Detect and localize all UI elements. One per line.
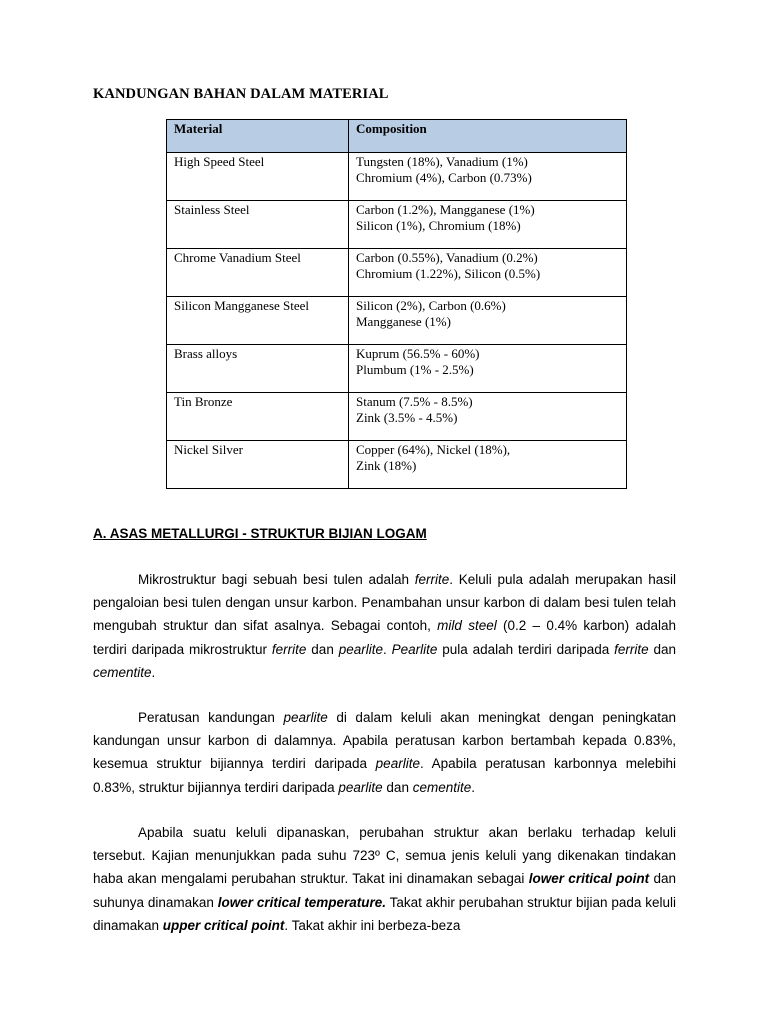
italic-term: ferrite [271,641,307,657]
composition-cell [349,249,627,297]
section-a-heading: A. ASAS METALLURGI - STRUKTUR BIJIAN LOGAM [93,526,427,541]
text-segment: dan [382,779,413,795]
composition-line: Carbon (1.2%), Mangganese (1%) [356,202,535,217]
paragraph-critical-point [93,821,676,937]
composition-line: Mangganese (1%) [356,314,451,329]
composition-line: Silicon (2%), Carbon (0.6%) [356,298,506,313]
material-cell: Silicon Mangganese Steel [167,297,349,345]
composition-cell [349,153,627,201]
text-segment: Mikrostruktur bagi sebuah besi tulen adalah [138,572,415,587]
composition-cell [349,441,627,489]
composition-cell [349,345,627,393]
italic-term: mild steel [437,618,497,634]
italic-term: cementite [93,664,152,680]
composition-line: Chromium (4%), Carbon (0.73%) [356,170,532,185]
text-segment: dan [306,641,339,657]
composition-cell [349,297,627,345]
table-row [167,297,627,345]
text-segment: Peratusan kandungan [138,710,284,725]
table-row [167,393,627,441]
material-composition-table [166,119,627,489]
table-row [167,153,627,201]
composition-line: Zink (3.5% - 4.5%) [356,410,458,425]
composition-line: Copper (64%), Nickel (18%), [356,442,511,457]
text-segment: Takat akhir perubahan struktur bijian pada keluli dinamakan [93,894,676,933]
text-segment: . [382,641,392,657]
bold-italic-term: lower critical temperature. [217,894,386,910]
material-cell: Nickel Silver [167,441,349,489]
text-segment: (0.2 – 0.4% karbon) adalah terdiri daripada mikrostruktur [93,618,676,657]
italic-term: ferrite [614,641,649,657]
text-segment: dan [648,641,677,657]
composition-line: Kuprum (56.5% - 60%) [356,346,480,361]
italic-term: pearlite [283,710,328,725]
paragraph-pearlite-content [93,706,676,799]
text-segment: dan suhunya dinamakan [93,871,677,910]
text-segment: Apabila suatu keluli dipanaskan, perubahan struktur akan berlaku terhadap keluli tersebut. Kajian menunjukkan pada suhu 723º C, semua jenis keluli yang dikenakan tindakan haba akan mengalami perubahan struktur. Takat ini dinamakan sebagai [93,825,676,887]
composition-line: Carbon (0.55%), Vanadium (0.2%) [356,250,538,265]
table-row [167,441,627,489]
composition-line: Chromium (1.22%), Silicon (0.5%) [356,266,541,281]
column-header-composition: Composition [349,120,627,153]
material-cell: Brass alloys [167,345,349,393]
composition-line: Stanum (7.5% - 8.5%) [356,394,473,409]
italic-term: pearlite [375,756,420,772]
table-body [167,153,627,489]
italic-term: pearlite [338,641,383,657]
text-segment: di dalam keluli akan meningkat dengan peningkatan kandungan unsur karbon di dalamnya. Apabila peratusan karbon bertambah kepada 0.83%, kesemua struktur bijiannya terdiri daripada [93,710,676,772]
text-segment: pula adalah terdiri daripada [437,641,615,657]
italic-term: ferrite [414,572,450,587]
material-cell: Tin Bronze [167,393,349,441]
material-cell: Stainless Steel [167,201,349,249]
material-cell: High Speed Steel [167,153,349,201]
text-segment: . [471,779,475,795]
italic-term: pearlite [338,779,383,795]
composition-line: Zink (18%) [356,458,417,473]
table-row [167,201,627,249]
italic-term: Pearlite [391,641,438,657]
document-title: KANDUNGAN BAHAN DALAM MATERIAL [93,86,389,102]
bold-italic-term: upper critical point [162,917,285,933]
composition-line: Plumbum (1% - 2.5%) [356,362,474,377]
italic-term: cementite [412,779,472,795]
table-row [167,345,627,393]
composition-cell [349,201,627,249]
table-row [167,249,627,297]
composition-line: Tungsten (18%), Vanadium (1%) [356,154,528,169]
text-segment: . Apabila peratusan karbonnya melebihi 0.83%, struktur bijiannya terdiri daripada [93,756,676,795]
column-header-material: Material [167,120,349,153]
composition-line: Silicon (1%), Chromium (18%) [356,218,521,233]
composition-cell [349,393,627,441]
text-segment: . Takat akhir ini berbeza-beza [284,917,461,933]
material-cell: Chrome Vanadium Steel [167,249,349,297]
text-segment: . Keluli pula adalah merupakan hasil pengaloian besi tulen dengan unsur karbon. Penambahan unsur karbon di dalam besi tulen telah mengubah struktur dan sifat asalnya. Sebagai contoh, [93,572,676,634]
bold-italic-term: lower critical point [528,871,650,887]
table-header-row [167,120,627,153]
text-segment: . [151,664,156,680]
paragraph-microstructure [93,568,676,684]
